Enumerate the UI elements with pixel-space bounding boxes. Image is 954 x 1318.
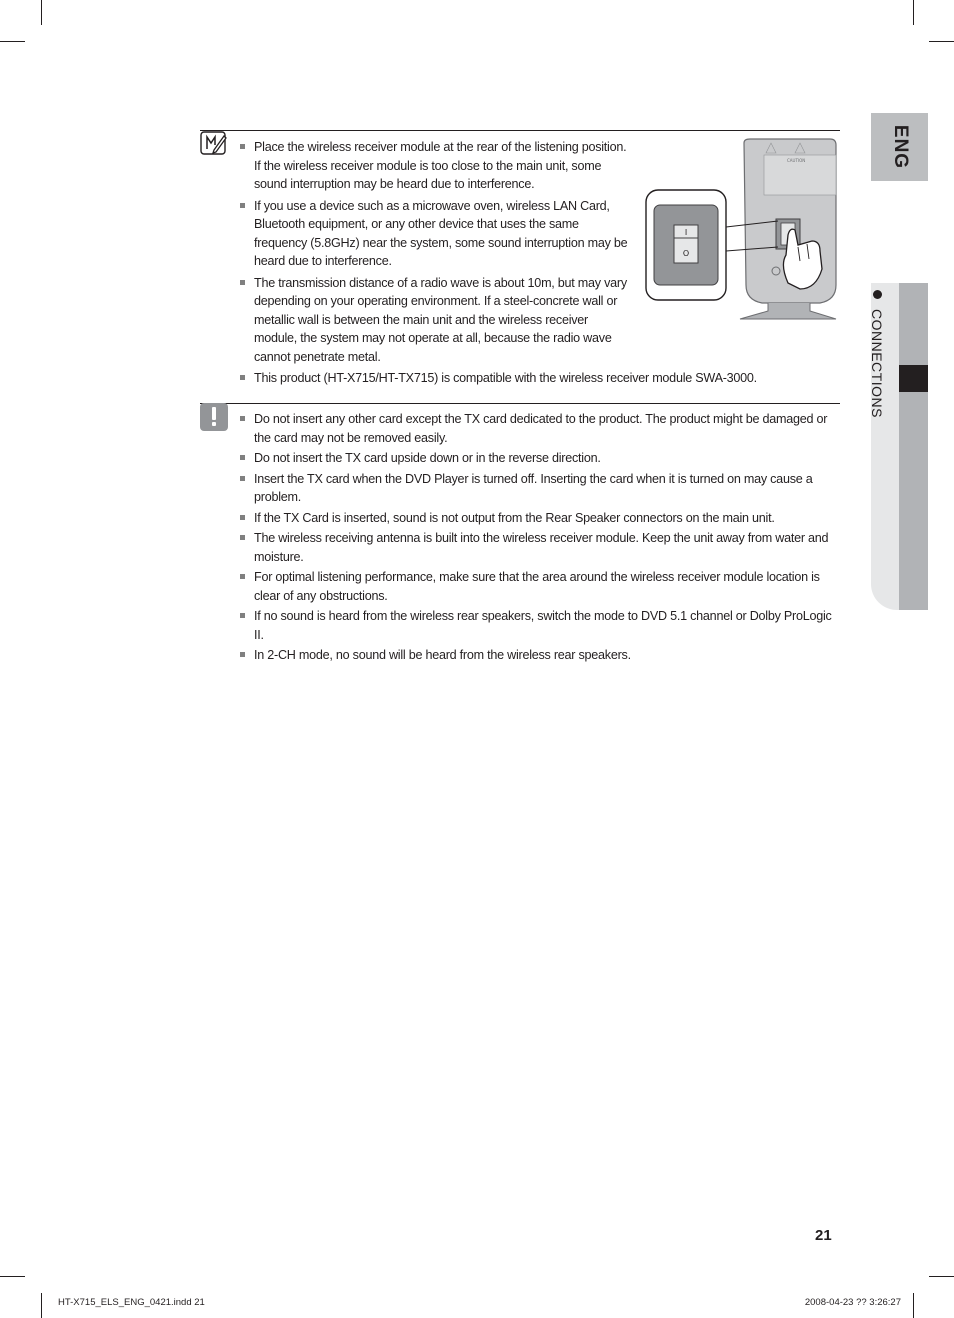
square-bullet-icon bbox=[240, 203, 245, 208]
square-bullet-icon bbox=[240, 652, 245, 657]
section-tab-bar bbox=[899, 283, 928, 610]
square-bullet-icon bbox=[240, 535, 245, 540]
list-item: Insert the TX card when the DVD Player is turned off. Inserting the card when it is turned on may cause a problem. bbox=[238, 470, 842, 507]
language-tab bbox=[871, 113, 928, 181]
crop-mark bbox=[929, 41, 954, 42]
crop-mark bbox=[0, 1276, 25, 1277]
caution-exclamation-icon bbox=[200, 403, 228, 431]
footer-file-info: HT-X715_ELS_ENG_0421.indd 21 bbox=[58, 1297, 205, 1308]
note-list bbox=[238, 138, 757, 391]
bullet-dot-icon bbox=[873, 290, 882, 299]
switch-on-mark: I bbox=[684, 228, 688, 237]
square-bullet-icon bbox=[240, 280, 245, 285]
language-tab-label: ENG bbox=[889, 124, 911, 170]
list-item: Do not insert any other card except the TX card dedicated to the product. The product might be damaged or the card may not be removed easily. bbox=[238, 410, 842, 447]
square-bullet-icon bbox=[240, 375, 245, 380]
square-bullet-icon bbox=[240, 476, 245, 481]
list-item: Do not insert the TX card upside down or in the reverse direction. bbox=[238, 449, 842, 468]
list-item: In 2-CH mode, no sound will be heard from the wireless rear speakers. bbox=[238, 646, 842, 665]
square-bullet-icon bbox=[240, 455, 245, 460]
switch-off-mark: O bbox=[682, 249, 690, 258]
square-bullet-icon bbox=[240, 416, 245, 421]
list-item: For optimal listening performance, make sure that the area around the wireless receiver module location is clear of any obstructions. bbox=[238, 568, 842, 605]
list-item: If the TX Card is inserted, sound is not output from the Rear Speaker connectors on the main unit. bbox=[238, 509, 842, 528]
crop-mark bbox=[0, 41, 25, 42]
caution-list bbox=[238, 410, 842, 667]
list-item: This product (HT-X715/HT-TX715) is compatible with the wireless receiver module SWA-3000. bbox=[238, 369, 854, 388]
square-bullet-icon bbox=[240, 515, 245, 520]
crop-mark bbox=[41, 0, 42, 25]
section-tab-marker bbox=[899, 365, 928, 392]
square-bullet-icon bbox=[240, 574, 245, 579]
crop-mark bbox=[913, 1293, 914, 1318]
note-pen-icon bbox=[200, 130, 228, 158]
caution-label: CAUTION bbox=[787, 158, 806, 163]
list-item: Place the wireless receiver module at the rear of the listening position. If the wireless receiver module is too close to the main unit, some sound interruption may be heard due to interference. bbox=[238, 138, 628, 194]
caution-divider bbox=[200, 403, 840, 404]
section-tab-label bbox=[869, 290, 885, 418]
list-item: The wireless receiving antenna is built into the wireless receiver module. Keep the unit away from water and moisture. bbox=[238, 529, 842, 566]
crop-mark bbox=[41, 1293, 42, 1318]
list-item: If you use a device such as a microwave oven, wireless LAN Card, Bluetooth equipment, or any other device that uses the same frequency (5.8GHz) near the system, some sound interruption may be heard due to interference. bbox=[238, 197, 628, 271]
section-name: CONNECTIONS bbox=[869, 309, 885, 418]
list-item: The transmission distance of a radio wave is about 10m, but may vary depending on your operating environment. If a steel-concrete wall or metallic wall is between the main unit and the wireless receiver module, the system may not operate at all, because the radio wave cannot penetrate metal. bbox=[238, 274, 628, 367]
square-bullet-icon bbox=[240, 613, 245, 618]
footer-timestamp: 2008-04-23 ?? 3:26:27 bbox=[804, 1297, 901, 1308]
note-divider bbox=[200, 130, 840, 131]
square-bullet-icon bbox=[240, 144, 245, 149]
crop-mark bbox=[929, 1276, 954, 1277]
list-item: If no sound is heard from the wireless rear speakers, switch the mode to DVD 5.1 channel or Dolby ProLogic II. bbox=[238, 607, 842, 644]
page-number: 21 bbox=[815, 1227, 832, 1244]
wireless-receiver-power-switch-illustration bbox=[640, 135, 840, 325]
crop-mark bbox=[913, 0, 914, 25]
